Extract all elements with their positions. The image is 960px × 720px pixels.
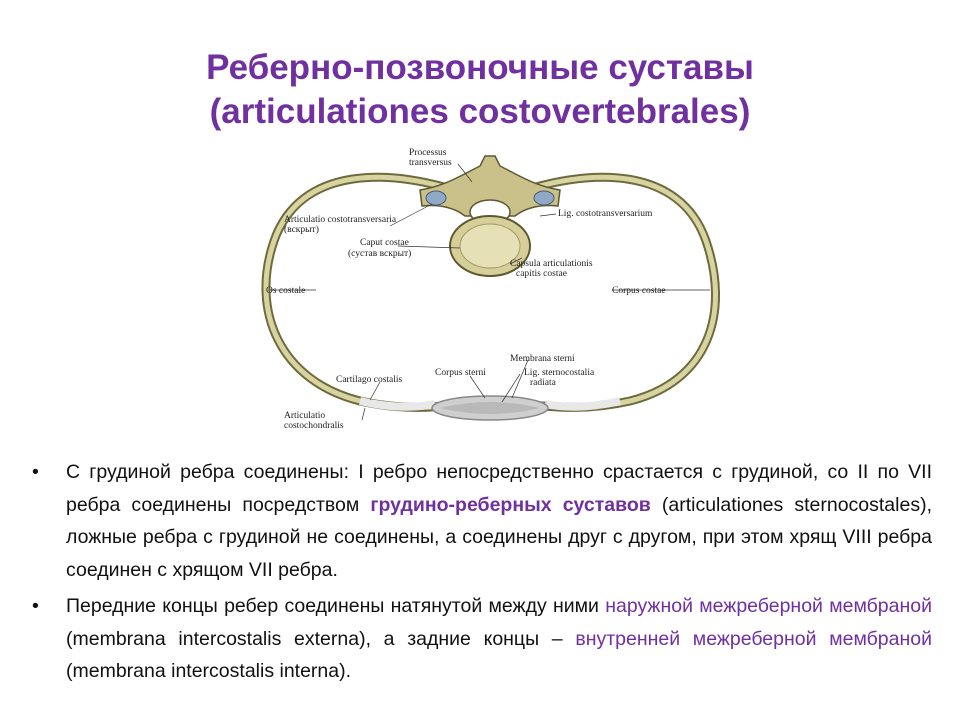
right-costotransverse-joint [534, 191, 554, 205]
bullet-marker: • [32, 461, 39, 483]
title-line-2: (articulationes costovertebrales) [209, 92, 751, 131]
bullet-1-text-a: С грудиной ребра соединены: I ребро непосредственно срастается с грудиной, со II по VII ребра соединены посредством [66, 461, 932, 516]
label-processus-transversus-2: transversus [409, 158, 452, 168]
label-cartilago-costalis: Cartilago costalis [336, 375, 403, 385]
label-lig-sternocostalia-2: radiata [530, 378, 556, 388]
bullet-2-highlight-1: наружной межреберной мембраной [605, 595, 932, 617]
label-lig-costotransversarium: Lig. costotransversarium [558, 209, 653, 219]
bullet-1-highlight: грудино-реберных суставов [370, 493, 651, 516]
costovertebral-diagram [240, 146, 740, 446]
bullet-item-2 [30, 590, 932, 688]
bullet-2-text-b: (membrana intercostalis externa), а задние концы – [66, 627, 576, 650]
bullet-item-1 [30, 456, 932, 586]
label-processus-transversus-1: Processus [409, 148, 447, 158]
bullet-marker: • [32, 595, 39, 617]
label-caput-costae-2: (сустав вскрыт) [348, 249, 412, 259]
anatomy-illustration [240, 146, 740, 446]
label-corpus-sterni: Corpus sterni [435, 368, 486, 378]
label-articulatio-costotransversaria-2: (вскрыт) [284, 225, 319, 235]
label-capsula-articulationis-1: Capsula articulationis [510, 259, 593, 269]
label-os-costale: Os costale [266, 286, 306, 296]
label-lig-sternocostalia-1: Lig. sternocostalia [524, 368, 595, 378]
bullet-2-text-c: (membrana intercostalis interna). [66, 660, 352, 682]
left-costotransverse-joint [426, 191, 446, 205]
label-articulatio-costotransversaria-1: Articulatio costotransversaria [284, 215, 397, 225]
label-articulatio-costochondralis-2: costochondralis [284, 421, 344, 431]
slide-title [0, 46, 960, 134]
bullet-1-text-b: (articulationes sternocostales), ложные ребра с грудиной не соединены, а соединены друг с другом, при этом хрящ VIII ребра соединен с хрящом VII ребра. [66, 493, 932, 581]
title-line-1: Реберно-позвоночные суставы [206, 48, 754, 87]
label-membrana-sterni: Membrana sterni [510, 354, 575, 364]
label-articulatio-costochondralis-1: Articulatio [284, 411, 326, 421]
label-caput-costae-1: Caput costae [360, 238, 409, 248]
label-capsula-articulationis-2: capitis costae [516, 269, 567, 279]
bullet-2-text-a: Передние концы ребер соединены натянутой между ними [66, 595, 606, 617]
bullet-list [30, 456, 932, 692]
label-corpus-costae: Corpus costae [612, 286, 666, 296]
bullet-2-highlight-2: внутренней межреберной мембраной [575, 627, 932, 650]
